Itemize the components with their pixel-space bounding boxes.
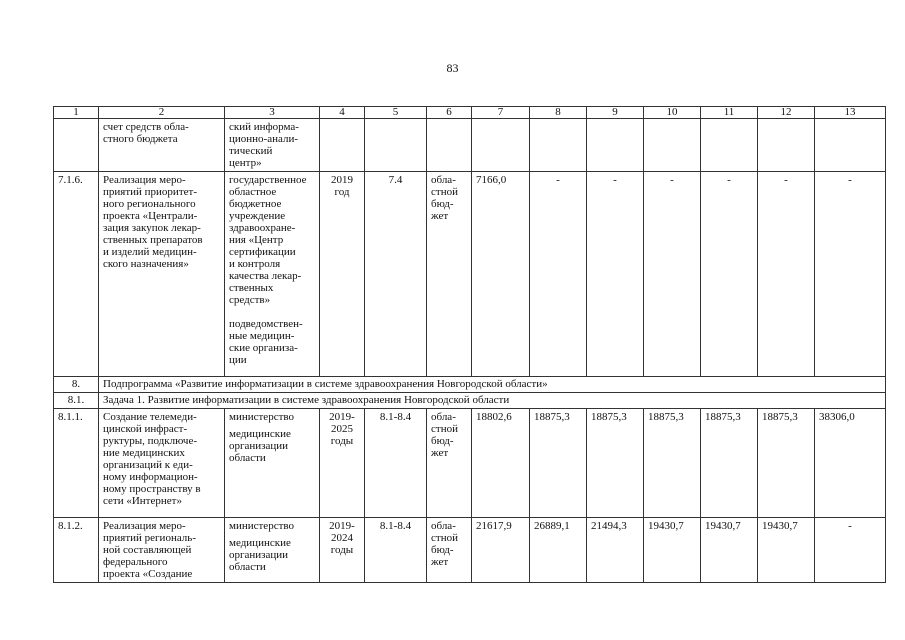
cell-period xyxy=(320,518,365,583)
header-row xyxy=(54,107,886,119)
cell-value: 18802,6 xyxy=(472,409,530,518)
cell-value xyxy=(530,119,587,172)
table-row-7-1-6 xyxy=(54,172,886,377)
cell-source xyxy=(427,172,472,377)
header-cell: 9 xyxy=(587,107,644,119)
cell-num: 8.1.1. xyxy=(54,409,99,518)
table-row-continuation xyxy=(54,119,886,172)
executor-text: государственное областное бюджетное учреждение здравоохране- ния «Центр сертификации и контроля качества лекар- ственных средств» xyxy=(229,174,307,306)
cell-num: 8.1.2. xyxy=(54,518,99,583)
header-cell: 6 xyxy=(427,107,472,119)
cell-value: 18875,3 xyxy=(644,409,701,518)
executor-text: министерство xyxy=(229,411,295,423)
cell-source xyxy=(427,518,472,583)
cell-executor xyxy=(225,119,320,172)
header-cell: 5 xyxy=(365,107,427,119)
cell-source xyxy=(427,409,472,518)
measure-name: счет средств обла- стного бюджета xyxy=(103,121,189,145)
source-text: обла- стной бюд- жет xyxy=(431,174,458,222)
cell-value: 19430,7 xyxy=(758,518,815,583)
cell-value: - xyxy=(587,172,644,377)
cell-value: 18875,3 xyxy=(587,409,644,518)
header-cell: 12 xyxy=(758,107,815,119)
cell-value: 7166,0 xyxy=(472,172,530,377)
executor-text: медицинские организации области xyxy=(229,537,291,573)
measure-name: Реализация меро- приятий приоритет- ного регионального проекта «Централи- зация закупок лекар- ственных препаратов и изделий медицин- ского назначения» xyxy=(103,174,203,270)
cell-value xyxy=(587,119,644,172)
cell-value xyxy=(472,119,530,172)
cell-value: 21494,3 xyxy=(587,518,644,583)
header-cell: 4 xyxy=(320,107,365,119)
cell-target: 8.1-8.4 xyxy=(365,518,427,583)
measures-table xyxy=(53,106,886,583)
header-cell: 13 xyxy=(815,107,886,119)
cell-value: - xyxy=(530,172,587,377)
cell-executor xyxy=(225,172,320,377)
period-text: 2019 год xyxy=(331,174,353,198)
table-row-8-1 xyxy=(54,393,886,409)
cell-executor xyxy=(225,409,320,518)
subprogram-title: Подпрограмма «Развитие информатизации в системе здравоохранения Новгородской области» xyxy=(99,377,886,393)
measure-name: Реализация меро- приятий региональ- ной составляющей федерального проекта «Создание xyxy=(103,520,196,580)
period-text: 2019- 2025 годы xyxy=(329,411,355,447)
cell-name xyxy=(99,172,225,377)
cell-period xyxy=(320,172,365,377)
header-cell: 10 xyxy=(644,107,701,119)
page-number: 83 xyxy=(446,61,459,75)
task-title: Задача 1. Развитие информатизации в системе здравоохранения Новгородской области xyxy=(99,393,886,409)
header-cell: 3 xyxy=(225,107,320,119)
executor-text: медицинские организации области xyxy=(229,428,291,464)
header-cell: 11 xyxy=(701,107,758,119)
table-row-8-1-1 xyxy=(54,409,886,518)
cell-name xyxy=(99,119,225,172)
header-cell: 1 xyxy=(54,107,99,119)
cell-value: - xyxy=(815,172,886,377)
table-row-8-1-2 xyxy=(54,518,886,583)
cell-value: 18875,3 xyxy=(701,409,758,518)
period-text: 2019- 2024 годы xyxy=(329,520,355,556)
cell-value: - xyxy=(815,518,886,583)
cell-value: 18875,3 xyxy=(530,409,587,518)
cell-num: 8. xyxy=(54,377,99,393)
cell-value: 26889,1 xyxy=(530,518,587,583)
source-text: обла- стной бюд- жет xyxy=(431,411,458,459)
measure-name: Создание телемеди- цинской инфраст- руктуры, подключе- ние медицинских организаций к еди- ному информацион- ному пространству в сети «Интернет» xyxy=(103,411,201,507)
header-cell: 7 xyxy=(472,107,530,119)
cell-name xyxy=(99,409,225,518)
cell-source xyxy=(427,119,472,172)
cell-value xyxy=(701,119,758,172)
table-row-8 xyxy=(54,377,886,393)
header-cell: 8 xyxy=(530,107,587,119)
cell-value xyxy=(644,119,701,172)
cell-value: - xyxy=(701,172,758,377)
cell-value: 19430,7 xyxy=(644,518,701,583)
cell-value xyxy=(758,119,815,172)
cell-value: 21617,9 xyxy=(472,518,530,583)
cell-target: 8.1-8.4 xyxy=(365,409,427,518)
cell-period xyxy=(320,119,365,172)
cell-value: 19430,7 xyxy=(701,518,758,583)
cell-value: 18875,3 xyxy=(758,409,815,518)
cell-num: 7.1.6. xyxy=(54,172,99,377)
cell-num xyxy=(54,119,99,172)
cell-target xyxy=(365,119,427,172)
cell-value: - xyxy=(644,172,701,377)
cell-target: 7.4 xyxy=(365,172,427,377)
cell-executor xyxy=(225,518,320,583)
cell-value: - xyxy=(758,172,815,377)
cell-value: 38306,0 xyxy=(815,409,886,518)
executor-text: министерство xyxy=(229,520,295,532)
source-text: обла- стной бюд- жет xyxy=(431,520,458,568)
executor-text: ский информа- ционно-анали- тический центр» xyxy=(229,121,299,169)
cell-period xyxy=(320,409,365,518)
cell-num: 8.1. xyxy=(54,393,99,409)
header-cell: 2 xyxy=(99,107,225,119)
cell-value xyxy=(815,119,886,172)
executor-text: подведомствен- ные медицин- ские организа- ции xyxy=(229,318,303,366)
cell-name xyxy=(99,518,225,583)
